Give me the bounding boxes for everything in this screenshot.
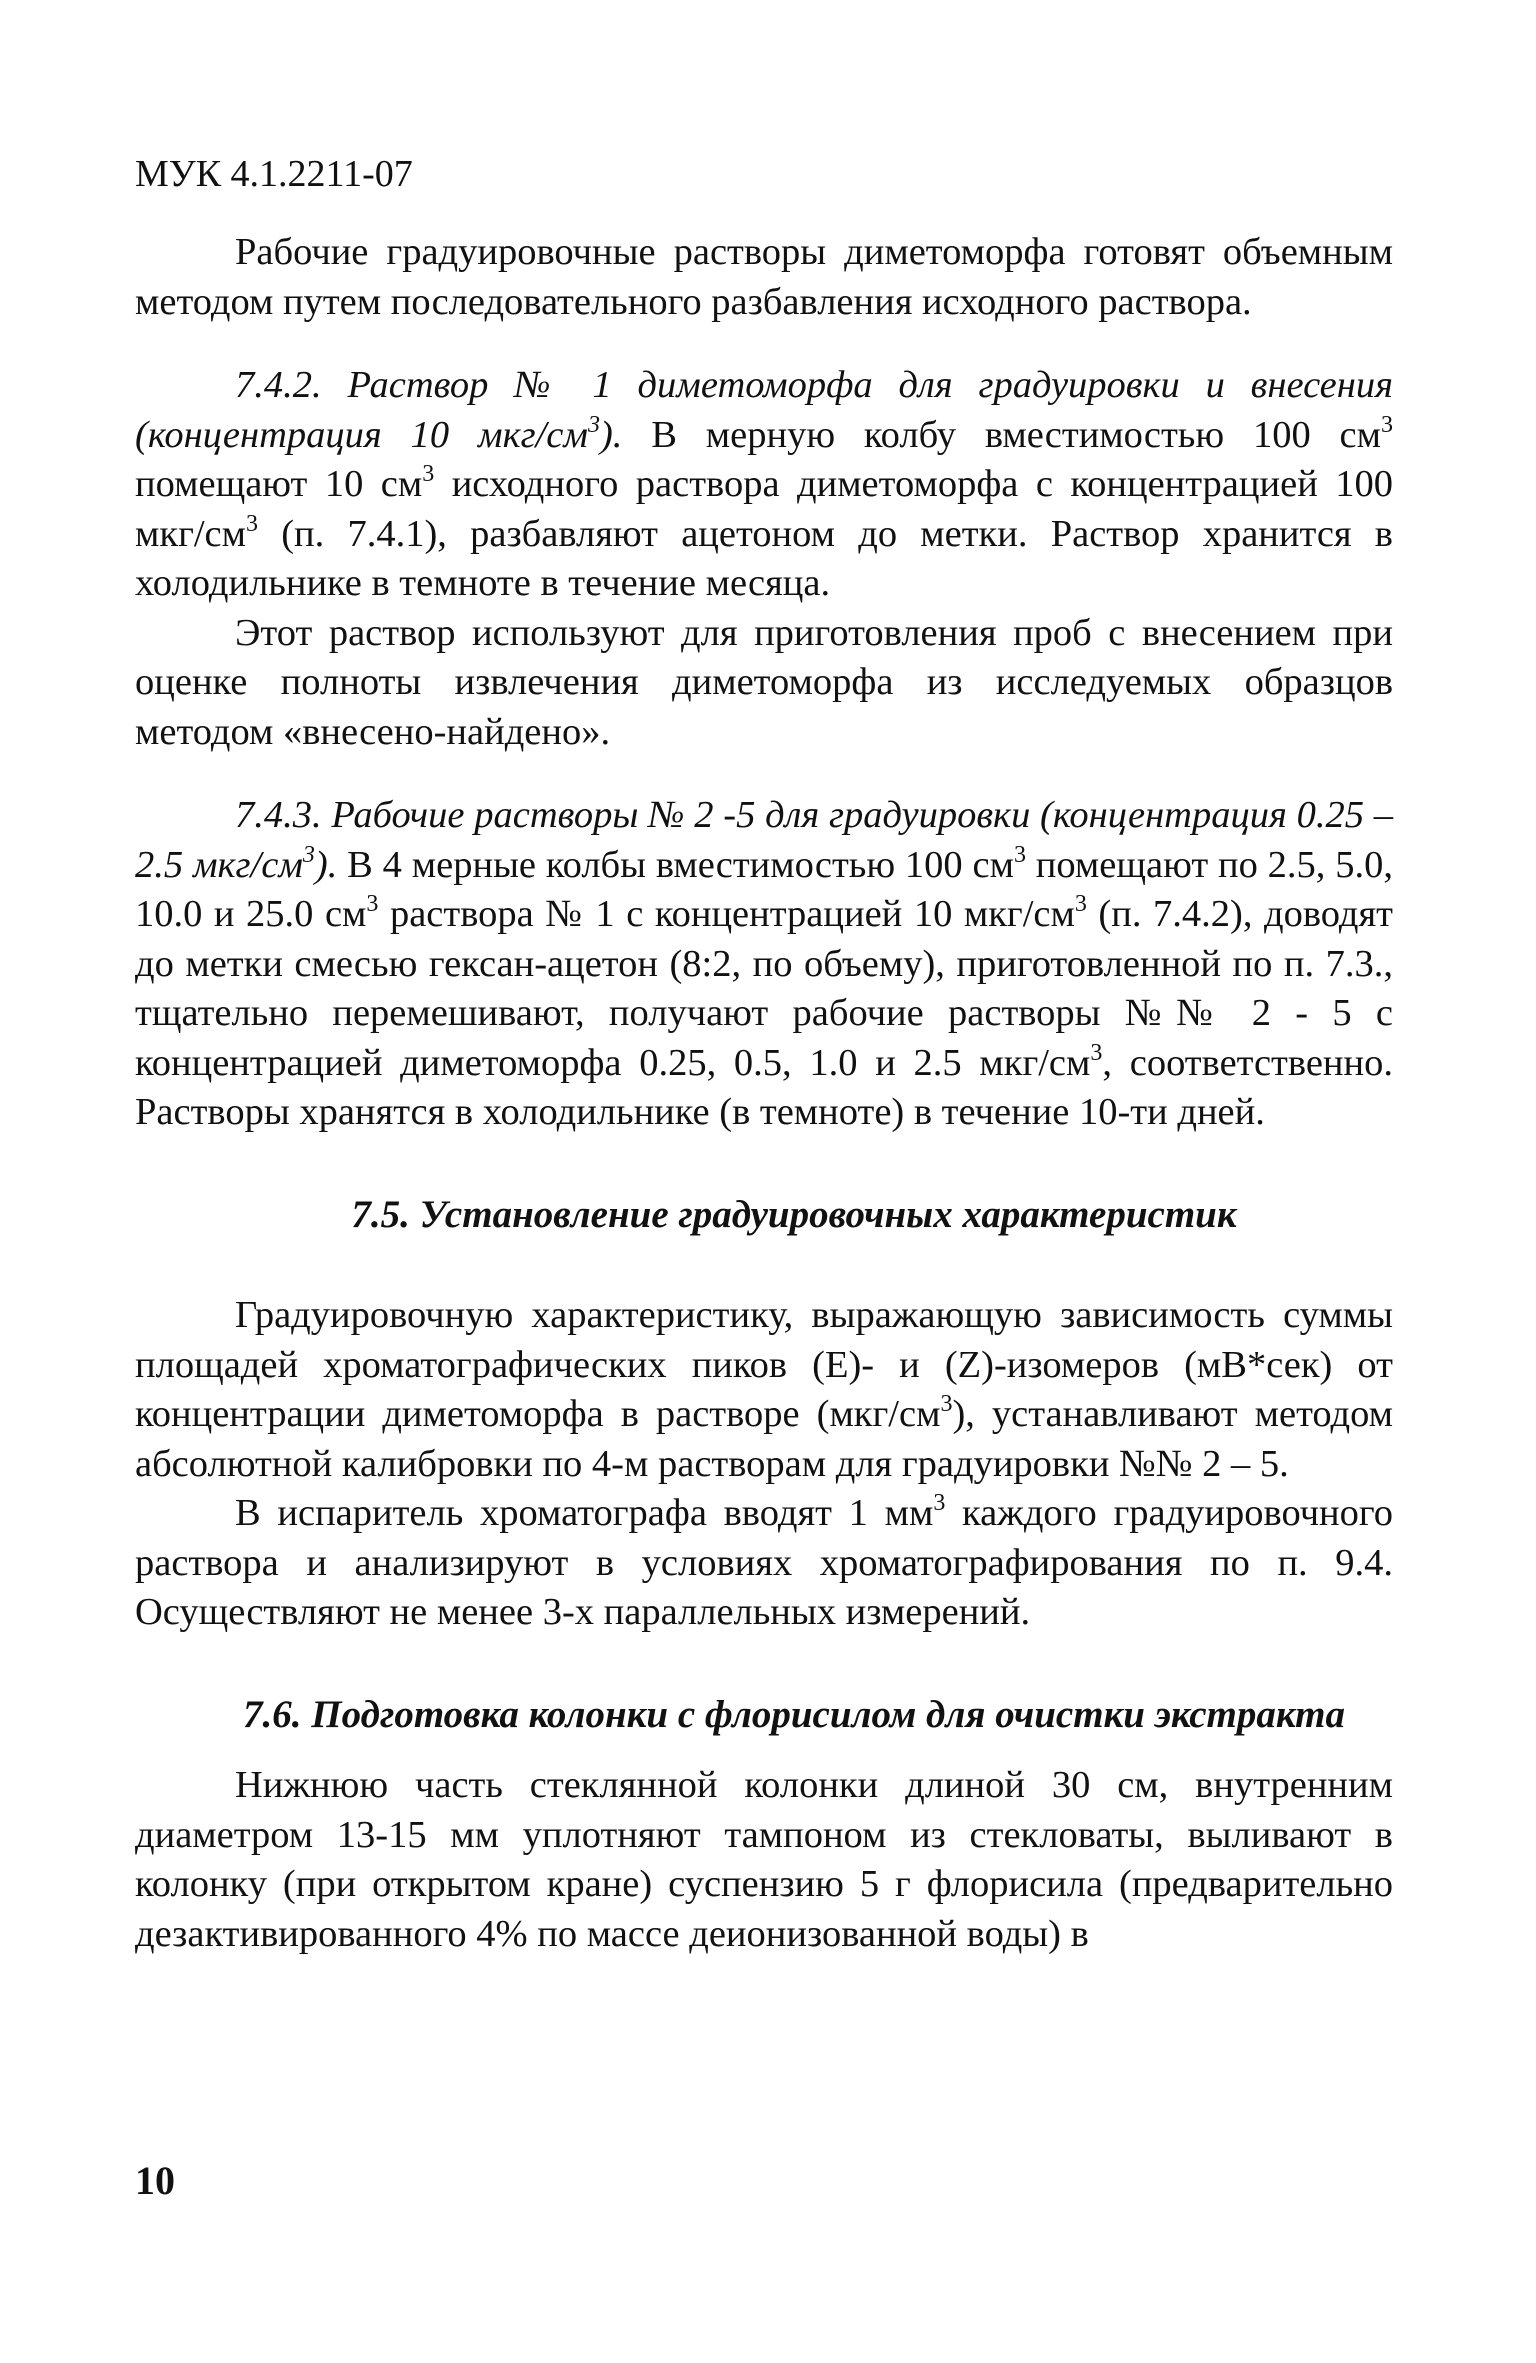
section-7-4-3-text-1: В 4 мерные колбы вместимостью 100 см xyxy=(337,843,1014,886)
paragraph-text: Рабочие градуировочные растворы диметоморфа готовят объемным методом путем последовательного разбавления исходного раствора. xyxy=(135,231,1393,323)
superscript-3: 3 xyxy=(366,891,379,917)
section-7-6-text: Нижнюю часть стеклянной колонки длиной 30 см, внутренним диаметром 13-15 мм уплотняют тампоном из стекловаты, выливают в колонку (при открытом кране) суспензию 5 г флорисила (предварительно дезактивированного 4% по массе деионизованной воды) в xyxy=(135,1764,1393,1955)
superscript-3: 3 xyxy=(1090,1039,1103,1066)
section-7-5-text-1a: Градуировочную характеристику, выражающую зависимость суммы площадей хроматографических пиков (Е)- и (Z)-изомеров (мВ*сек) от концентрации диметоморфа в растворе (мкг/см xyxy=(135,1294,1393,1435)
superscript-3: 3 xyxy=(1074,891,1087,917)
section-7-5-text-1b: ), устанавливают методом абсолютной калибровки по 4-м растворам для градуировки №№ 2 – 5. xyxy=(135,1393,1393,1485)
section-7-4-3-text-2: помещают по 2.5, 5.0, 10.0 и 25.0 см xyxy=(135,843,1393,935)
superscript-3: 3 xyxy=(302,841,315,868)
section-7-4-3 xyxy=(135,791,1393,1138)
section-7-5-text-2a: В испаритель хроматографа вводят 1 мм xyxy=(235,1492,934,1534)
section-7-4-3-title-text: 7.4.3. Рабочие растворы № 2 -5 для градуировки (концентрация 0.25 – 2.5 мкг/см xyxy=(135,794,1393,886)
section-7-4-2 xyxy=(135,361,1393,609)
section-7-5-paragraph-1 xyxy=(135,1291,1393,1489)
paragraph-recovery-usage xyxy=(135,609,1393,758)
superscript-3: 3 xyxy=(1381,411,1393,438)
paragraph-text: Этот раствор используют для приготовления проб с внесением при оценке полноты извлечения диметоморфа из исследуемых образцов методом «внесено-найдено». xyxy=(135,611,1393,753)
section-7-5-heading: 7.5. Установление градуировочных характеристик xyxy=(351,1192,1237,1236)
document-code-header: МУК 4.1.2211-07 xyxy=(135,153,413,195)
page-number: 10 xyxy=(135,2158,175,2203)
section-7-4-2-text-3: исходного раствора диметоморфа с концентрацией 100 мкг/см xyxy=(135,463,1393,555)
section-7-6-paragraph-1 xyxy=(135,1761,1393,1959)
section-7-4-3-title-end: ). xyxy=(314,843,338,886)
section-7-4-3-text-5: , соответственно. Растворы хранятся в холодильнике (в темноте) в течение 10-ти дней. xyxy=(135,1041,1394,1133)
superscript-3: 3 xyxy=(422,461,435,487)
section-7-4-2-text-4: (п. 7.4.1), разбавляют ацетоном до метки. Раствор хранится в холодильнике в темноте в течение месяца. xyxy=(135,512,1393,604)
section-7-5-paragraph-2 xyxy=(135,1489,1393,1638)
superscript-3: 3 xyxy=(246,510,259,537)
section-7-4-2-title-end: ). xyxy=(599,413,623,456)
superscript-3: 3 xyxy=(1013,841,1026,868)
section-7-4-3-text-4: (п. 7.4.2), доводят до метки смесью гексан-ацетон (8:2, по объему), приготовленной по п. 7.3., тщательно перемешивают, получают рабочие растворы №№ 2 - 5 с концентрацией диметоморфа 0.25, 0.5, 1.0 и 2.5 мкг/см xyxy=(135,893,1394,1084)
superscript-3: 3 xyxy=(933,1490,946,1516)
section-7-6-heading: 7.6. Подготовка колонки с флорисилом для очистки экстракта xyxy=(243,1692,1345,1736)
section-7-4-2-text-2: помещают 10 см xyxy=(135,463,423,505)
superscript-3: 3 xyxy=(940,1391,953,1417)
section-7-4-2-title-text: 7.4.2. Раствор № 1 диметоморфа для градуировки и внесения (концентрация 10 мкг/см xyxy=(135,364,1393,456)
section-7-4-3-text-3: раствора № 1 с концентрацией 10 мкг/см xyxy=(378,893,1075,935)
paragraph-working-solutions xyxy=(135,228,1393,327)
section-7-4-2-text-1: В мерную колбу вместимостью 100 см xyxy=(622,413,1381,456)
superscript-3: 3 xyxy=(587,411,600,438)
document-body xyxy=(135,228,1393,1959)
section-7-5-text-2b: каждого градуировочного раствора и анализируют в условиях хроматографирования по п. 9.4. Осуществляют не менее 3-х параллельных измерений. xyxy=(135,1492,1393,1633)
